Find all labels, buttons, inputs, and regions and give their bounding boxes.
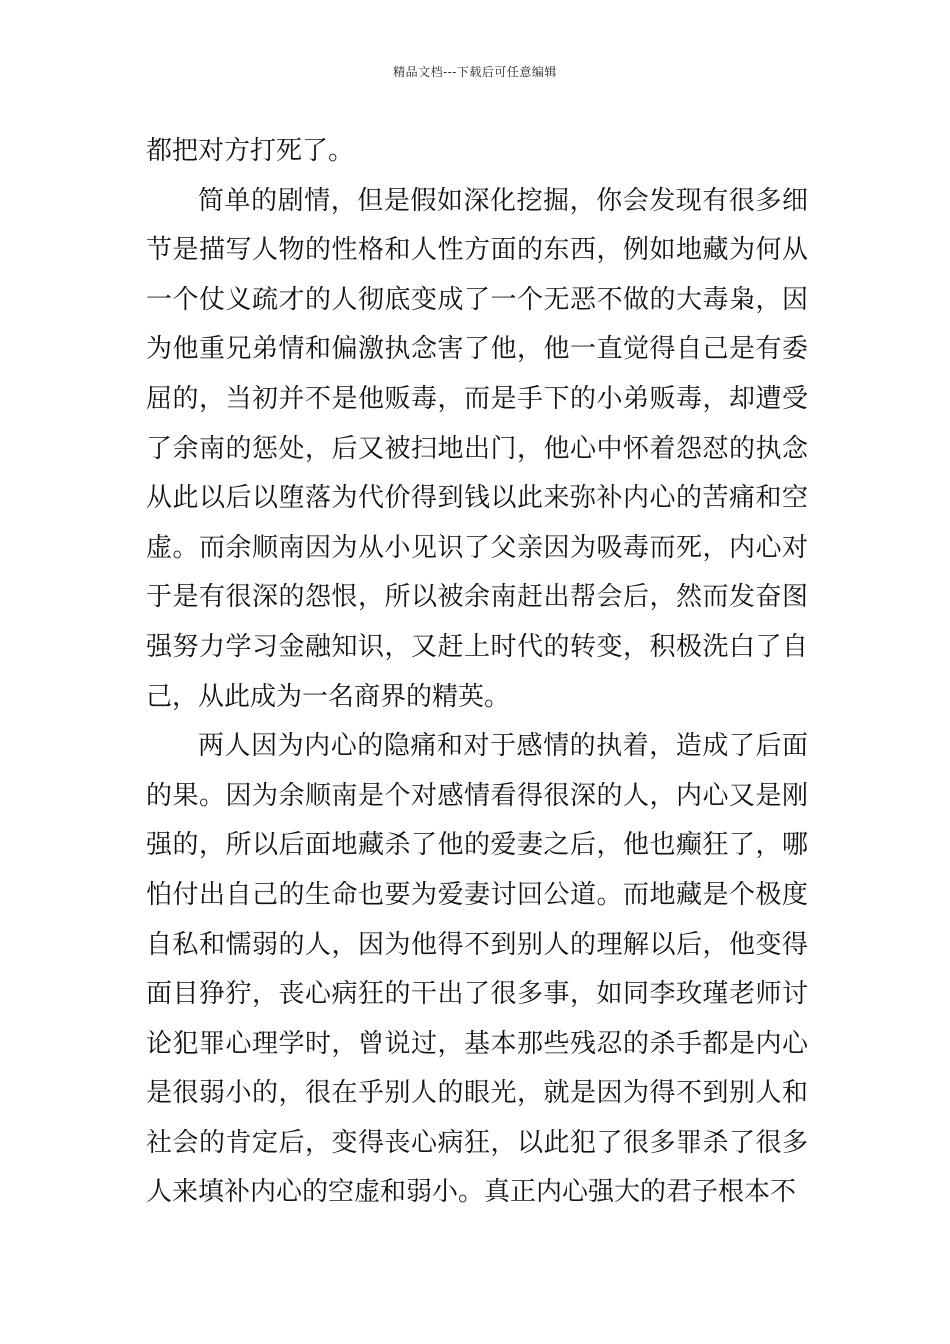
paragraph-3: 两人因为内心的隐痛和对于感情的执着，造成了后面的果。因为余顺南是个对感情看得很深的人，内心又是刚强的，所以后面地藏杀了他的爱妻之后，他也癫狂了，哪怕付出自己的生命也要为爱妻讨回公道。而地藏是个极度自私和懦弱的人，因为他得不到别人的理解以后，他变得面目狰狞，丧心病狂的干出了很多事，如同李玫瑾老师讨论犯罪心理学时，曾说过，基本那些残忍的杀手都是内心是很弱小的，很在乎别人的眼光，就是因为得不到别人和社会的肯定后，变得丧心病狂，以此犯了很多罪杀了很多人来填补内心的空虚和弱小。真正内心强大的君子根本不	[146, 731, 808, 1208]
paragraph-1: 都把对方打死了。	[146, 136, 355, 166]
document-body	[146, 127, 808, 1218]
paragraph-2: 简单的剧情，但是假如深化挖掘，你会发现有很多细节是描写人物的性格和人性方面的东西，例如地藏为何从一个仗义疏才的人彻底变成了一个无恶不做的大毒枭，因为他重兄弟情和偏激执念害了他，他一直觉得自己是有委屈的，当初并不是他贩毒，而是手下的小弟贩毒，却遭受了余南的惩处，后又被扫地出门，他心中怀着怨怼的执念从此以后以堕落为代价得到钱以此来弥补内心的苦痛和空虚。而余顺南因为从小见识了父亲因为吸毒而死，内心对于是有很深的怨恨，所以被余南赶出帮会后，然而发奋图强努力学习金融知识，又赶上时代的转变，积极洗白了自己，从此成为一名商界的精英。	[146, 185, 808, 712]
page-header: 精品文档---下载后可任意编辑	[393, 65, 557, 79]
